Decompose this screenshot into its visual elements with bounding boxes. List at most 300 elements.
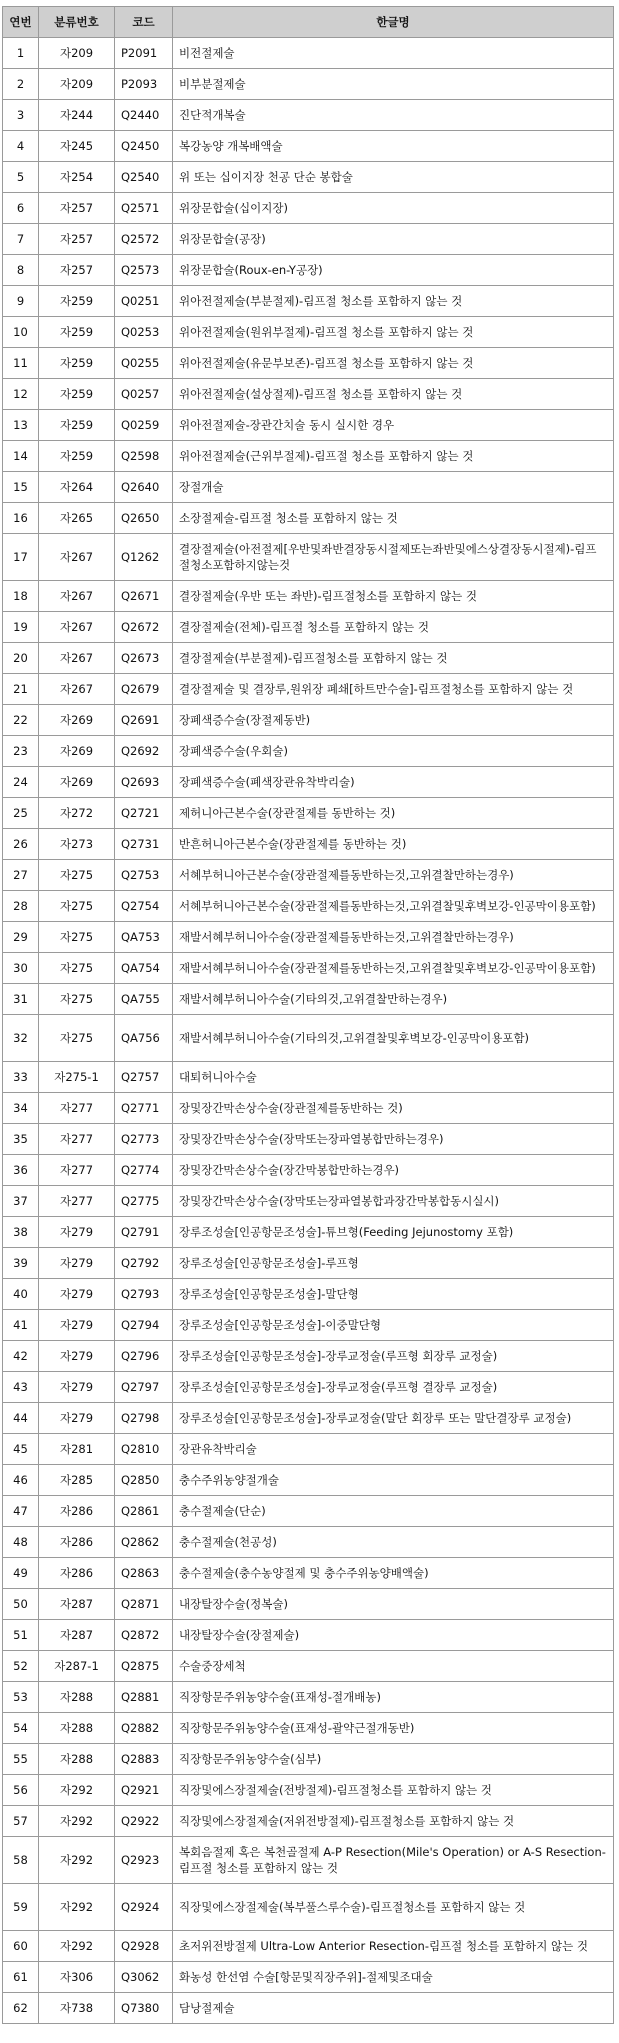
cell-class-no: 자275 bbox=[39, 922, 115, 953]
cell-korean-name: 재발서혜부허니아수술(기타의것,고위결찰및후벽보강-인공막이용포함) bbox=[173, 1015, 614, 1062]
table-row bbox=[3, 1341, 614, 1372]
table-row bbox=[3, 1093, 614, 1124]
cell-class-no: 자279 bbox=[39, 1310, 115, 1341]
cell-class-no: 자286 bbox=[39, 1558, 115, 1589]
cell-code: Q2771 bbox=[115, 1093, 173, 1124]
table-row bbox=[3, 131, 614, 162]
cell-code: Q2791 bbox=[115, 1217, 173, 1248]
cell-no: 17 bbox=[3, 534, 39, 581]
cell-code: Q0253 bbox=[115, 317, 173, 348]
cell-code: Q2450 bbox=[115, 131, 173, 162]
table-row bbox=[3, 255, 614, 286]
cell-code: Q2875 bbox=[115, 1651, 173, 1682]
cell-class-no: 자275 bbox=[39, 984, 115, 1015]
cell-no: 6 bbox=[3, 193, 39, 224]
table-row bbox=[3, 534, 614, 581]
cell-korean-name: 비부분절제술 bbox=[173, 69, 614, 100]
cell-code: QA754 bbox=[115, 953, 173, 984]
cell-code: Q2691 bbox=[115, 705, 173, 736]
cell-no: 43 bbox=[3, 1372, 39, 1403]
header-code: 코드 bbox=[115, 7, 173, 38]
cell-class-no: 자267 bbox=[39, 643, 115, 674]
table-row bbox=[3, 1589, 614, 1620]
cell-no: 18 bbox=[3, 581, 39, 612]
cell-no: 13 bbox=[3, 410, 39, 441]
table-row bbox=[3, 612, 614, 643]
table-row bbox=[3, 348, 614, 379]
table-row bbox=[3, 798, 614, 829]
cell-code: Q0257 bbox=[115, 379, 173, 410]
cell-no: 55 bbox=[3, 1744, 39, 1775]
table-row bbox=[3, 1620, 614, 1651]
cell-class-no: 자267 bbox=[39, 581, 115, 612]
cell-code: Q2774 bbox=[115, 1155, 173, 1186]
cell-no: 10 bbox=[3, 317, 39, 348]
table-row bbox=[3, 193, 614, 224]
cell-korean-name: 제허니아근본수술(장관절제를 동반하는 것) bbox=[173, 798, 614, 829]
cell-class-no: 자279 bbox=[39, 1248, 115, 1279]
cell-class-no: 자272 bbox=[39, 798, 115, 829]
table-row bbox=[3, 705, 614, 736]
cell-code: Q0251 bbox=[115, 286, 173, 317]
table-row bbox=[3, 410, 614, 441]
cell-korean-name: 위장문합술(공장) bbox=[173, 224, 614, 255]
cell-korean-name: 담낭절제술 bbox=[173, 1993, 614, 2024]
cell-no: 25 bbox=[3, 798, 39, 829]
table-row bbox=[3, 1248, 614, 1279]
cell-class-no: 자269 bbox=[39, 767, 115, 798]
cell-no: 54 bbox=[3, 1713, 39, 1744]
cell-korean-name: 결장절제술 및 결장루,원위장 폐쇄[하트만수술]-림프절청소를 포함하지 않는 것 bbox=[173, 674, 614, 705]
cell-korean-name: 위장문합술(Roux-en-Y공장) bbox=[173, 255, 614, 286]
cell-no: 35 bbox=[3, 1124, 39, 1155]
cell-no: 22 bbox=[3, 705, 39, 736]
table-row bbox=[3, 581, 614, 612]
cell-korean-name: 장폐색증수술(장절제동반) bbox=[173, 705, 614, 736]
header-row bbox=[3, 7, 614, 38]
cell-no: 23 bbox=[3, 736, 39, 767]
cell-no: 8 bbox=[3, 255, 39, 286]
cell-no: 47 bbox=[3, 1496, 39, 1527]
cell-no: 11 bbox=[3, 348, 39, 379]
table-row bbox=[3, 69, 614, 100]
cell-class-no: 자267 bbox=[39, 674, 115, 705]
cell-code: Q2679 bbox=[115, 674, 173, 705]
table-row bbox=[3, 441, 614, 472]
cell-code: Q2796 bbox=[115, 1341, 173, 1372]
cell-korean-name: 위 또는 십이지장 천공 단순 봉합술 bbox=[173, 162, 614, 193]
cell-korean-name: 내장탈장수술(정복술) bbox=[173, 1589, 614, 1620]
cell-korean-name: 장및장간막손상수술(장막또는장파열봉합과장간막봉합동시실시) bbox=[173, 1186, 614, 1217]
cell-class-no: 자275 bbox=[39, 891, 115, 922]
cell-class-no: 자259 bbox=[39, 317, 115, 348]
cell-class-no: 자277 bbox=[39, 1186, 115, 1217]
table-row bbox=[3, 1434, 614, 1465]
cell-class-no: 자287 bbox=[39, 1620, 115, 1651]
table-row bbox=[3, 503, 614, 534]
cell-no: 36 bbox=[3, 1155, 39, 1186]
cell-code: Q2721 bbox=[115, 798, 173, 829]
table-row bbox=[3, 860, 614, 891]
cell-korean-name: 장루조성술[인공항문조성술]-장루교정술(루프형 결장루 교정술) bbox=[173, 1372, 614, 1403]
cell-no: 31 bbox=[3, 984, 39, 1015]
cell-no: 50 bbox=[3, 1589, 39, 1620]
cell-korean-name: 위아전절제술(설상절제)-림프절 청소를 포함하지 않는 것 bbox=[173, 379, 614, 410]
cell-no: 27 bbox=[3, 860, 39, 891]
cell-code: Q2672 bbox=[115, 612, 173, 643]
cell-no: 62 bbox=[3, 1993, 39, 2024]
cell-korean-name: 장및장간막손상수술(장관절제를동반하는 것) bbox=[173, 1093, 614, 1124]
cell-no: 52 bbox=[3, 1651, 39, 1682]
cell-code: QA756 bbox=[115, 1015, 173, 1062]
header-korean-name: 한글명 bbox=[173, 7, 614, 38]
table-row bbox=[3, 1403, 614, 1434]
cell-class-no: 자306 bbox=[39, 1962, 115, 1993]
cell-class-no: 자286 bbox=[39, 1527, 115, 1558]
table-row bbox=[3, 1931, 614, 1962]
cell-korean-name: 장루조성술[인공항문조성술]-루프형 bbox=[173, 1248, 614, 1279]
cell-korean-name: 결장절제술(부분절제)-림프절청소를 포함하지 않는 것 bbox=[173, 643, 614, 674]
cell-class-no: 자287-1 bbox=[39, 1651, 115, 1682]
cell-korean-name: 직장및에스장절제술(전방절제)-림프절청소를 포함하지 않는 것 bbox=[173, 1775, 614, 1806]
cell-korean-name: 결장절제술(전체)-림프절 청소를 포함하지 않는 것 bbox=[173, 612, 614, 643]
table-row bbox=[3, 1884, 614, 1931]
table-row bbox=[3, 162, 614, 193]
cell-class-no: 자265 bbox=[39, 503, 115, 534]
cell-class-no: 자277 bbox=[39, 1155, 115, 1186]
cell-code: Q2754 bbox=[115, 891, 173, 922]
cell-korean-name: 서혜부허니아근본수술(장관절제를동반하는것,고위결찰만하는경우) bbox=[173, 860, 614, 891]
cell-class-no: 자738 bbox=[39, 1993, 115, 2024]
cell-code: Q2883 bbox=[115, 1744, 173, 1775]
cell-code: Q2775 bbox=[115, 1186, 173, 1217]
cell-class-no: 자269 bbox=[39, 705, 115, 736]
cell-no: 60 bbox=[3, 1931, 39, 1962]
cell-no: 32 bbox=[3, 1015, 39, 1062]
cell-class-no: 자275 bbox=[39, 860, 115, 891]
cell-class-no: 자279 bbox=[39, 1279, 115, 1310]
cell-code: P2091 bbox=[115, 38, 173, 69]
cell-code: Q2753 bbox=[115, 860, 173, 891]
cell-code: Q2922 bbox=[115, 1806, 173, 1837]
table-row bbox=[3, 1062, 614, 1093]
cell-no: 16 bbox=[3, 503, 39, 534]
cell-class-no: 자277 bbox=[39, 1093, 115, 1124]
table-row bbox=[3, 38, 614, 69]
cell-no: 39 bbox=[3, 1248, 39, 1279]
cell-class-no: 자287 bbox=[39, 1589, 115, 1620]
cell-class-no: 자292 bbox=[39, 1775, 115, 1806]
table-row bbox=[3, 317, 614, 348]
cell-korean-name: 충수절제술(단순) bbox=[173, 1496, 614, 1527]
table-row bbox=[3, 1279, 614, 1310]
cell-class-no: 자275 bbox=[39, 953, 115, 984]
cell-code: Q7380 bbox=[115, 1993, 173, 2024]
cell-no: 57 bbox=[3, 1806, 39, 1837]
table-row bbox=[3, 1496, 614, 1527]
cell-korean-name: 충수주위농양절개술 bbox=[173, 1465, 614, 1496]
cell-no: 5 bbox=[3, 162, 39, 193]
cell-code: Q2773 bbox=[115, 1124, 173, 1155]
cell-code: Q3062 bbox=[115, 1962, 173, 1993]
cell-code: Q0255 bbox=[115, 348, 173, 379]
cell-class-no: 자277 bbox=[39, 1124, 115, 1155]
cell-no: 2 bbox=[3, 69, 39, 100]
cell-class-no: 자254 bbox=[39, 162, 115, 193]
table-row bbox=[3, 224, 614, 255]
cell-no: 48 bbox=[3, 1527, 39, 1558]
cell-code: Q0259 bbox=[115, 410, 173, 441]
cell-korean-name: 서혜부허니아근본수술(장관절제를동반하는것,고위결찰및후벽보강-인공막이용포함) bbox=[173, 891, 614, 922]
cell-no: 19 bbox=[3, 612, 39, 643]
cell-korean-name: 복강농양 개복배액술 bbox=[173, 131, 614, 162]
cell-no: 37 bbox=[3, 1186, 39, 1217]
cell-no: 20 bbox=[3, 643, 39, 674]
table-body bbox=[3, 38, 614, 2024]
cell-class-no: 자292 bbox=[39, 1806, 115, 1837]
cell-code: Q2862 bbox=[115, 1527, 173, 1558]
table-row bbox=[3, 1837, 614, 1884]
cell-code: Q2440 bbox=[115, 100, 173, 131]
cell-no: 1 bbox=[3, 38, 39, 69]
cell-no: 29 bbox=[3, 922, 39, 953]
cell-korean-name: 장관유착박리술 bbox=[173, 1434, 614, 1465]
table-row bbox=[3, 1993, 614, 2024]
cell-no: 41 bbox=[3, 1310, 39, 1341]
cell-korean-name: 직장및에스장절제술(저위전방절제)-림프절청소를 포함하지 않는 것 bbox=[173, 1806, 614, 1837]
cell-code: Q2924 bbox=[115, 1884, 173, 1931]
cell-korean-name: 장절개술 bbox=[173, 472, 614, 503]
cell-code: Q2731 bbox=[115, 829, 173, 860]
cell-code: Q2798 bbox=[115, 1403, 173, 1434]
cell-no: 14 bbox=[3, 441, 39, 472]
cell-class-no: 자259 bbox=[39, 379, 115, 410]
table-row bbox=[3, 891, 614, 922]
table-row bbox=[3, 472, 614, 503]
cell-class-no: 자259 bbox=[39, 410, 115, 441]
cell-code: Q2882 bbox=[115, 1713, 173, 1744]
cell-no: 9 bbox=[3, 286, 39, 317]
cell-code: Q2573 bbox=[115, 255, 173, 286]
cell-code: QA755 bbox=[115, 984, 173, 1015]
cell-korean-name: 충수절제술(충수농양절제 및 충수주위농양배액술) bbox=[173, 1558, 614, 1589]
cell-code: Q2810 bbox=[115, 1434, 173, 1465]
cell-code: Q2923 bbox=[115, 1837, 173, 1884]
cell-korean-name: 장루조성술[인공항문조성술]-장루교정술(루프형 회장루 교정술) bbox=[173, 1341, 614, 1372]
cell-korean-name: 위아전절제술(부분절제)-림프절 청소를 포함하지 않는 것 bbox=[173, 286, 614, 317]
cell-class-no: 자259 bbox=[39, 348, 115, 379]
cell-class-no: 자245 bbox=[39, 131, 115, 162]
cell-code: Q1262 bbox=[115, 534, 173, 581]
cell-class-no: 자275-1 bbox=[39, 1062, 115, 1093]
cell-no: 40 bbox=[3, 1279, 39, 1310]
table-row bbox=[3, 1155, 614, 1186]
cell-korean-name: 위장문합술(십이지장) bbox=[173, 193, 614, 224]
cell-no: 21 bbox=[3, 674, 39, 705]
cell-no: 42 bbox=[3, 1341, 39, 1372]
cell-class-no: 자286 bbox=[39, 1496, 115, 1527]
table-row bbox=[3, 674, 614, 705]
cell-no: 49 bbox=[3, 1558, 39, 1589]
cell-korean-name: 반흔허니아근본수술(장관절제를 동반하는 것) bbox=[173, 829, 614, 860]
cell-code: Q2571 bbox=[115, 193, 173, 224]
cell-class-no: 자279 bbox=[39, 1372, 115, 1403]
cell-code: Q2861 bbox=[115, 1496, 173, 1527]
cell-no: 34 bbox=[3, 1093, 39, 1124]
cell-class-no: 자275 bbox=[39, 1015, 115, 1062]
cell-code: Q2572 bbox=[115, 224, 173, 255]
cell-korean-name: 대퇴허니아수술 bbox=[173, 1062, 614, 1093]
cell-code: Q2881 bbox=[115, 1682, 173, 1713]
cell-korean-name: 직장항문주위농양수술(심부) bbox=[173, 1744, 614, 1775]
table-row bbox=[3, 1651, 614, 1682]
table-row bbox=[3, 1744, 614, 1775]
cell-korean-name: 화농성 한선염 수술[항문및직장주위]-절제및조대술 bbox=[173, 1962, 614, 1993]
cell-korean-name: 직장및에스장절제술(복부풀스루수술)-림프절청소를 포함하지 않는 것 bbox=[173, 1884, 614, 1931]
cell-no: 4 bbox=[3, 131, 39, 162]
cell-no: 45 bbox=[3, 1434, 39, 1465]
table-row bbox=[3, 100, 614, 131]
cell-korean-name: 장루조성술[인공항문조성술]-말단형 bbox=[173, 1279, 614, 1310]
cell-class-no: 자267 bbox=[39, 534, 115, 581]
cell-class-no: 자267 bbox=[39, 612, 115, 643]
table-row bbox=[3, 1015, 614, 1062]
cell-no: 3 bbox=[3, 100, 39, 131]
cell-code: P2093 bbox=[115, 69, 173, 100]
cell-korean-name: 위아전절제술(유문부보존)-림프절 청소를 포함하지 않는 것 bbox=[173, 348, 614, 379]
table-row bbox=[3, 1217, 614, 1248]
table-row bbox=[3, 1558, 614, 1589]
cell-korean-name: 복회음절제 혹은 복천골절제 A-P Resection(Mile's Operation) or A-S Resection-림프절 청소를 포함하지 않는 것 bbox=[173, 1837, 614, 1884]
procedure-table bbox=[2, 6, 614, 2024]
cell-korean-name: 충수절제술(천공성) bbox=[173, 1527, 614, 1558]
cell-korean-name: 장루조성술[인공항문조성술]-장루교정술(말단 회장루 또는 말단결장루 교정술) bbox=[173, 1403, 614, 1434]
cell-class-no: 자285 bbox=[39, 1465, 115, 1496]
cell-class-no: 자257 bbox=[39, 224, 115, 255]
table-row bbox=[3, 1465, 614, 1496]
table-row bbox=[3, 643, 614, 674]
cell-class-no: 자279 bbox=[39, 1403, 115, 1434]
cell-code: Q2794 bbox=[115, 1310, 173, 1341]
cell-class-no: 자259 bbox=[39, 286, 115, 317]
cell-code: Q2650 bbox=[115, 503, 173, 534]
table-row bbox=[3, 953, 614, 984]
cell-code: Q2757 bbox=[115, 1062, 173, 1093]
cell-code: Q2692 bbox=[115, 736, 173, 767]
cell-korean-name: 재발서혜부허니아수술(장관절제를동반하는것,고위결찰및후벽보강-인공막이용포함) bbox=[173, 953, 614, 984]
table-row bbox=[3, 1372, 614, 1403]
cell-class-no: 자281 bbox=[39, 1434, 115, 1465]
table-row bbox=[3, 1682, 614, 1713]
cell-class-no: 자292 bbox=[39, 1837, 115, 1884]
table-row bbox=[3, 767, 614, 798]
cell-no: 59 bbox=[3, 1884, 39, 1931]
table-row bbox=[3, 1124, 614, 1155]
table-row bbox=[3, 379, 614, 410]
table-row bbox=[3, 829, 614, 860]
cell-class-no: 자288 bbox=[39, 1744, 115, 1775]
cell-code: Q2928 bbox=[115, 1931, 173, 1962]
cell-class-no: 자209 bbox=[39, 69, 115, 100]
cell-korean-name: 결장절제술(아전절제[우반및좌반결장동시절제또는좌반및에스상결장동시절제)-림프절청소포함하지않는것 bbox=[173, 534, 614, 581]
cell-korean-name: 장및장간막손상수술(장간막봉합만하는경우) bbox=[173, 1155, 614, 1186]
cell-no: 53 bbox=[3, 1682, 39, 1713]
cell-class-no: 자269 bbox=[39, 736, 115, 767]
cell-korean-name: 위아전절제술(원위부절제)-림프절 청소를 포함하지 않는 것 bbox=[173, 317, 614, 348]
cell-korean-name: 장폐색증수술(우회술) bbox=[173, 736, 614, 767]
cell-korean-name: 장루조성술[인공항문조성술]-이중말단형 bbox=[173, 1310, 614, 1341]
cell-class-no: 자259 bbox=[39, 441, 115, 472]
table-row bbox=[3, 1775, 614, 1806]
cell-no: 30 bbox=[3, 953, 39, 984]
cell-code: Q2871 bbox=[115, 1589, 173, 1620]
cell-code: Q2792 bbox=[115, 1248, 173, 1279]
cell-korean-name: 내장탈장수술(장절제술) bbox=[173, 1620, 614, 1651]
cell-code: QA753 bbox=[115, 922, 173, 953]
cell-code: Q2793 bbox=[115, 1279, 173, 1310]
cell-korean-name: 직장항문주위농양수술(표재성-괄약근절개동반) bbox=[173, 1713, 614, 1744]
cell-korean-name: 위아전절제술-장관간치술 동시 실시한 경우 bbox=[173, 410, 614, 441]
cell-korean-name: 장및장간막손상수술(장막또는장파열봉합만하는경우) bbox=[173, 1124, 614, 1155]
cell-code: Q2693 bbox=[115, 767, 173, 798]
cell-class-no: 자279 bbox=[39, 1341, 115, 1372]
cell-code: Q2540 bbox=[115, 162, 173, 193]
cell-class-no: 자257 bbox=[39, 255, 115, 286]
cell-class-no: 자288 bbox=[39, 1713, 115, 1744]
cell-code: Q2921 bbox=[115, 1775, 173, 1806]
cell-no: 38 bbox=[3, 1217, 39, 1248]
table-row bbox=[3, 922, 614, 953]
cell-no: 56 bbox=[3, 1775, 39, 1806]
cell-class-no: 자244 bbox=[39, 100, 115, 131]
cell-no: 61 bbox=[3, 1962, 39, 1993]
cell-korean-name: 결장절제술(우반 또는 좌반)-림프절청소를 포함하지 않는 것 bbox=[173, 581, 614, 612]
cell-korean-name: 수술중장세척 bbox=[173, 1651, 614, 1682]
cell-class-no: 자292 bbox=[39, 1931, 115, 1962]
cell-class-no: 자257 bbox=[39, 193, 115, 224]
table-row bbox=[3, 984, 614, 1015]
cell-no: 46 bbox=[3, 1465, 39, 1496]
cell-no: 51 bbox=[3, 1620, 39, 1651]
cell-korean-name: 재발서혜부허니아수술(기타의것,고위결찰만하는경우) bbox=[173, 984, 614, 1015]
cell-korean-name: 소장절제술-림프절 청소를 포함하지 않는 것 bbox=[173, 503, 614, 534]
table-row bbox=[3, 1806, 614, 1837]
cell-korean-name: 직장항문주위농양수술(표재성-절개배농) bbox=[173, 1682, 614, 1713]
cell-no: 44 bbox=[3, 1403, 39, 1434]
cell-korean-name: 위아전절제술(근위부절제)-림프절 청소를 포함하지 않는 것 bbox=[173, 441, 614, 472]
table-row bbox=[3, 286, 614, 317]
cell-no: 28 bbox=[3, 891, 39, 922]
table-row bbox=[3, 1186, 614, 1217]
header-no: 연번 bbox=[3, 7, 39, 38]
cell-code: Q2872 bbox=[115, 1620, 173, 1651]
cell-code: Q2671 bbox=[115, 581, 173, 612]
table-row bbox=[3, 1527, 614, 1558]
cell-korean-name: 장폐색증수술(폐색장관유착박리술) bbox=[173, 767, 614, 798]
table-row bbox=[3, 736, 614, 767]
cell-no: 12 bbox=[3, 379, 39, 410]
cell-no: 24 bbox=[3, 767, 39, 798]
cell-no: 15 bbox=[3, 472, 39, 503]
cell-class-no: 자292 bbox=[39, 1884, 115, 1931]
cell-code: Q2863 bbox=[115, 1558, 173, 1589]
cell-code: Q2797 bbox=[115, 1372, 173, 1403]
cell-korean-name: 비전절제술 bbox=[173, 38, 614, 69]
cell-class-no: 자209 bbox=[39, 38, 115, 69]
cell-class-no: 자288 bbox=[39, 1682, 115, 1713]
cell-no: 7 bbox=[3, 224, 39, 255]
cell-class-no: 자273 bbox=[39, 829, 115, 860]
